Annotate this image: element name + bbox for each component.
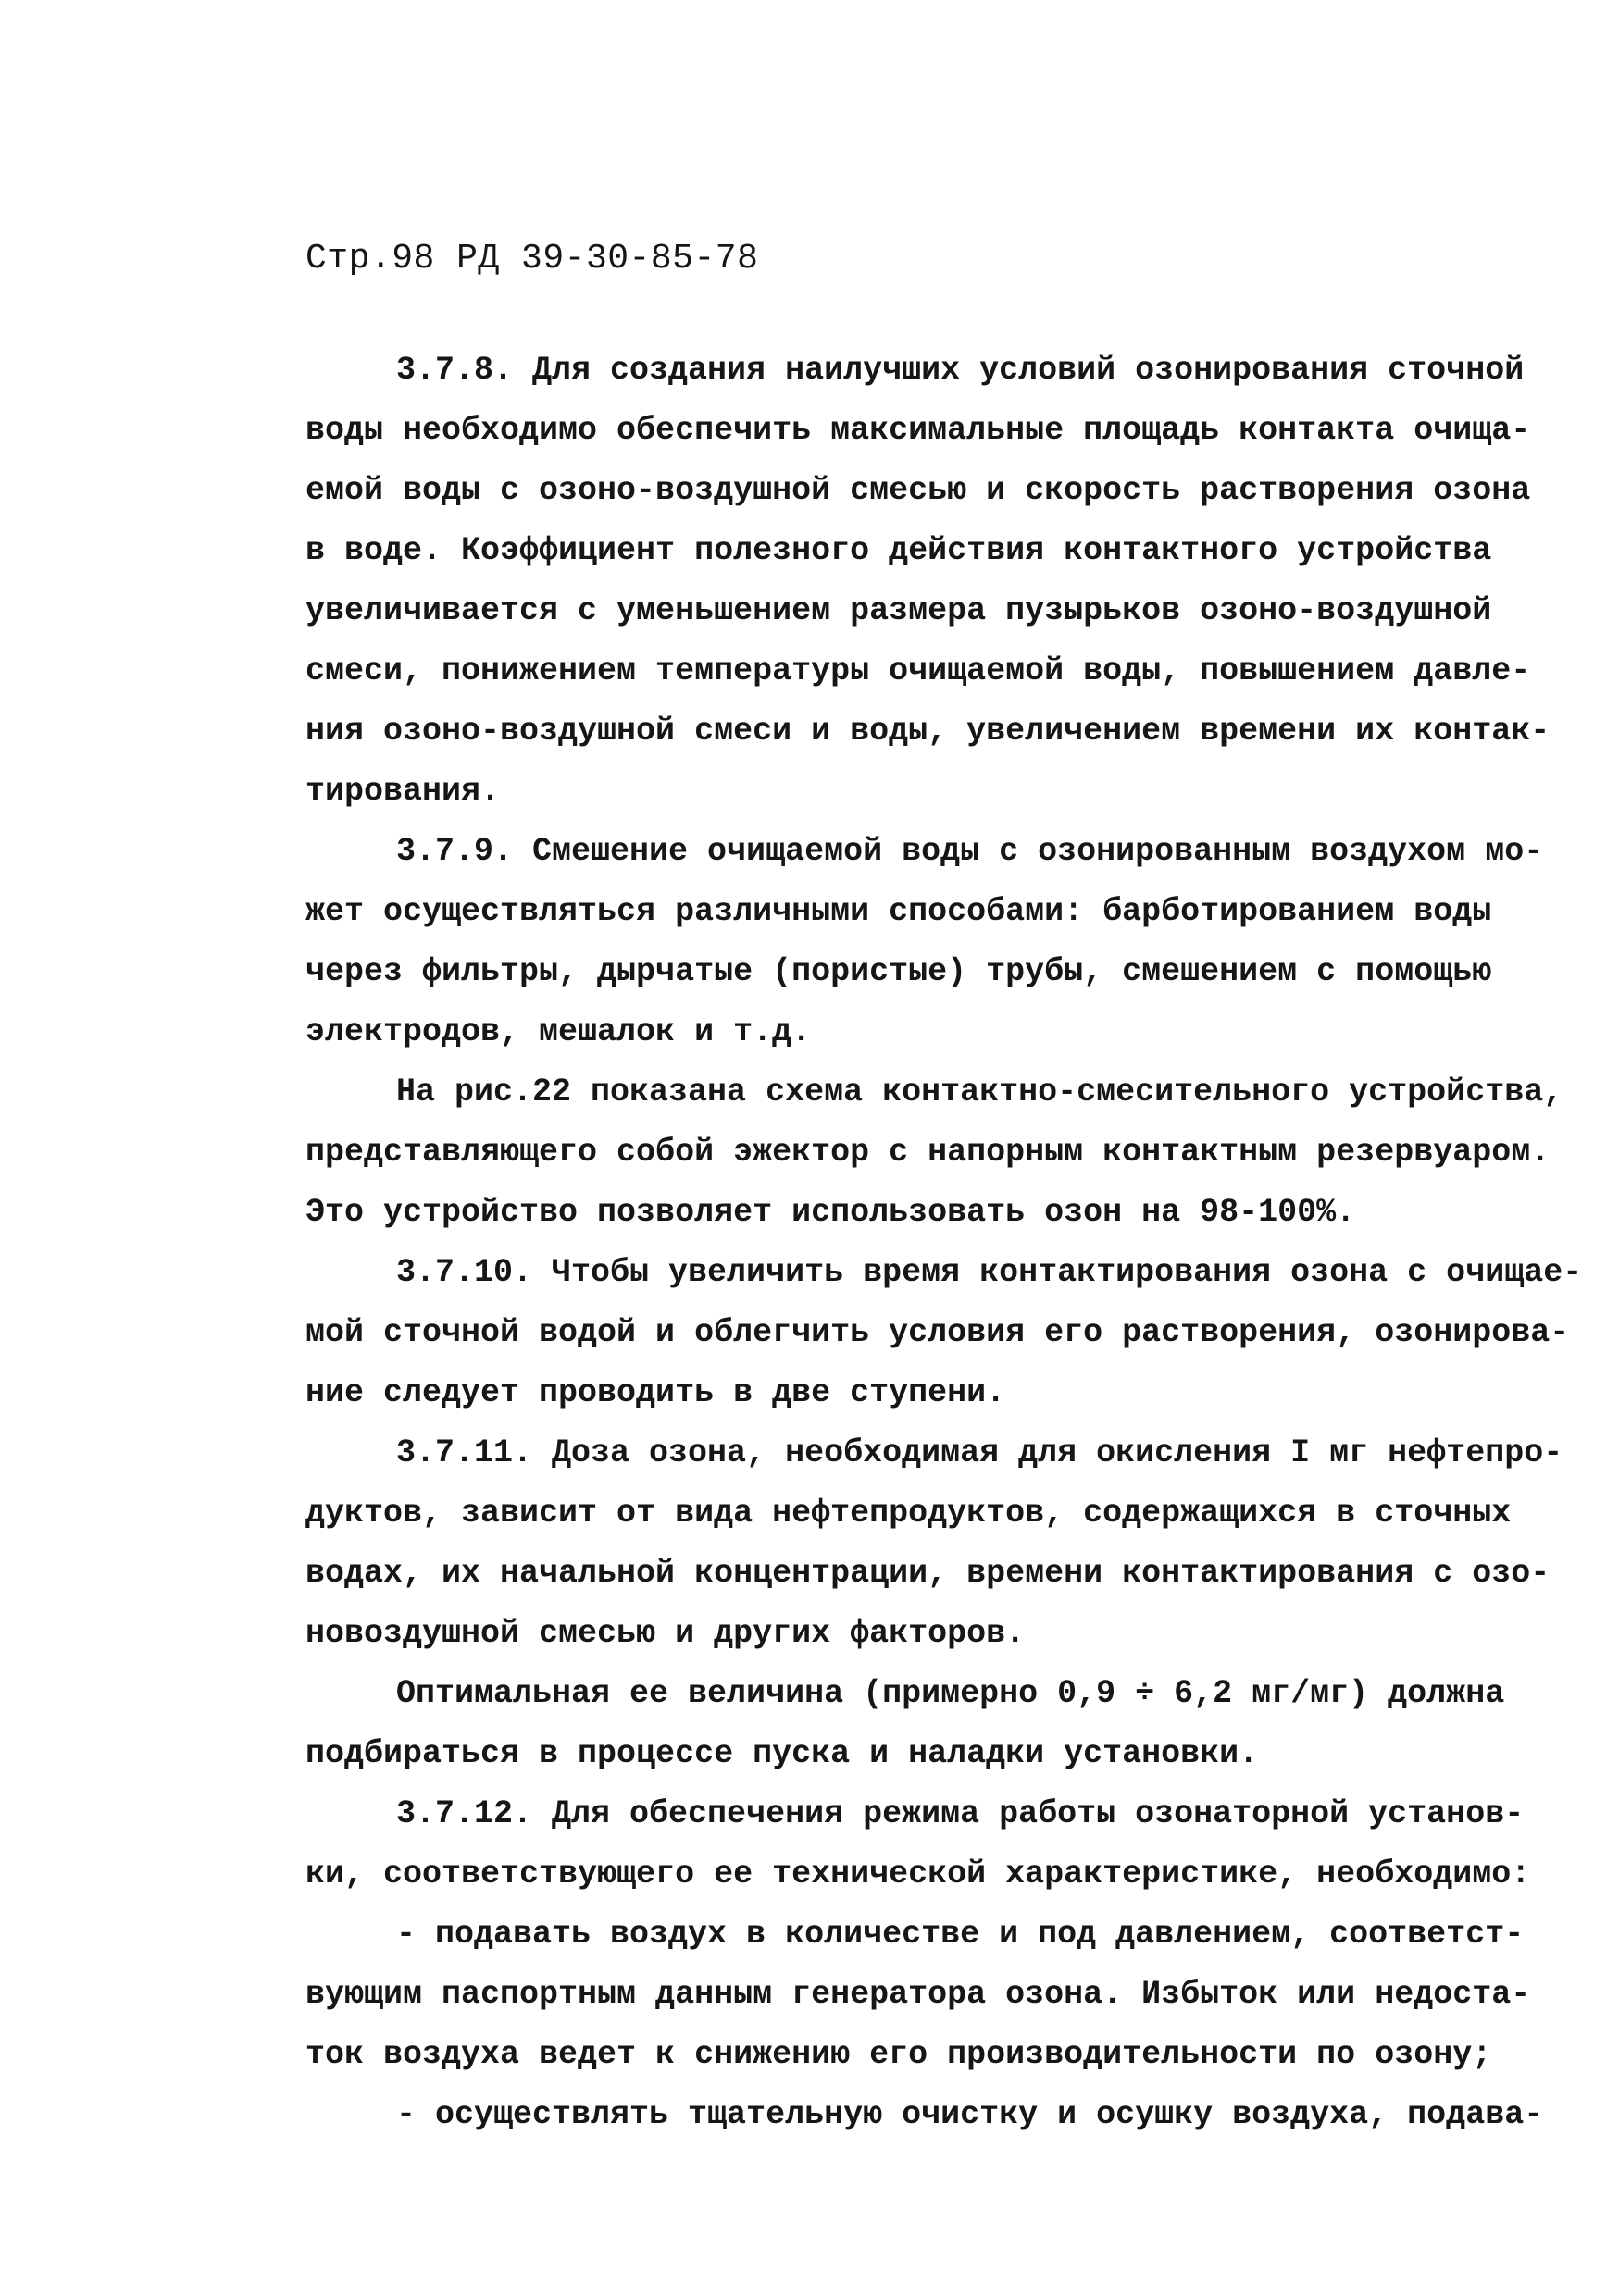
- paragraph-line: увеличивается с уменьшением размера пузырьков озоно-воздушной: [305, 592, 1492, 629]
- list-item-line: ток воздуха ведет к снижению его производительности по озону;: [305, 2036, 1492, 2073]
- paragraph-line: тирования.: [305, 773, 501, 810]
- paragraph-line: в воде. Коэффициент полезного действия контактного устройства: [305, 532, 1492, 569]
- list-item-line: - подавать воздух в количестве и под давлением, соответст-: [396, 1916, 1525, 1953]
- paragraph-line: 3.7.12. Для обеспечения режима работы озонаторной установ-: [396, 1795, 1525, 1832]
- page-header: Стр.98 РД 39-30-85-78: [305, 239, 759, 279]
- paragraph-line: емой воды с озоно-воздушной смесью и скорость растворения озона: [305, 472, 1531, 509]
- paragraph-line: 3.7.8. Для создания наилучших условий озонирования сточной: [396, 352, 1525, 389]
- paragraph-line: ки, соответствующего ее технической характеристике, необходимо:: [305, 1855, 1531, 1893]
- list-item-line: - осуществлять тщательную очистку и осушку воздуха, подава-: [396, 2096, 1544, 2133]
- paragraph-line: воды необходимо обеспечить максимальные площадь контакта очища-: [305, 412, 1531, 449]
- paragraph-line: смеси, понижением температуры очищаемой воды, повышением давле-: [305, 652, 1531, 689]
- paragraph-line: представляющего собой эжектор с напорным контактным резервуаром.: [305, 1134, 1551, 1171]
- document-body: [305, 341, 1583, 2145]
- paragraph-line: электродов, мешалок и т.д.: [305, 1013, 812, 1050]
- paragraph-line: новоздушной смесью и других факторов.: [305, 1615, 1026, 1652]
- paragraph-line: жет осуществляться различными способами: барботированием воды: [305, 893, 1492, 930]
- paragraph-line: водах, их начальной концентрации, времени контактирования с озо-: [305, 1555, 1551, 1592]
- paragraph-line: 3.7.9. Смешение очищаемой воды с озонированным воздухом мо-: [396, 833, 1544, 870]
- list-item-line: вующим паспортным данным генератора озона. Избыток или недоста-: [305, 1976, 1531, 2013]
- paragraph-line: через фильтры, дырчатые (пористые) трубы, смешением с помощью: [305, 953, 1492, 990]
- paragraph-line: Оптимальная ее величина (примерно 0,9 ÷ 6,2 мг/мг) должна: [396, 1675, 1505, 1712]
- paragraph-line: ние следует проводить в две ступени.: [305, 1374, 1006, 1411]
- paragraph-line: дуктов, зависит от вида нефтепродуктов, содержащихся в сточных: [305, 1495, 1512, 1532]
- paragraph-line: 3.7.10. Чтобы увеличить время контактирования озона с очищае-: [396, 1254, 1583, 1291]
- paragraph-line: На рис.22 показана схема контактно-смесительного устройства,: [396, 1074, 1563, 1111]
- paragraph-line: мой сточной водой и облегчить условия его растворения, озонирова-: [305, 1314, 1570, 1351]
- paragraph-line: подбираться в процессе пуска и наладки установки.: [305, 1735, 1259, 1772]
- paragraph-line: Это устройство позволяет использовать озон на 98-100%.: [305, 1194, 1356, 1231]
- paragraph-line: ния озоно-воздушной смеси и воды, увеличением времени их контак-: [305, 713, 1551, 750]
- paragraph-line: 3.7.11. Доза озона, необходимая для окисления I мг нефтепро-: [396, 1434, 1563, 1471]
